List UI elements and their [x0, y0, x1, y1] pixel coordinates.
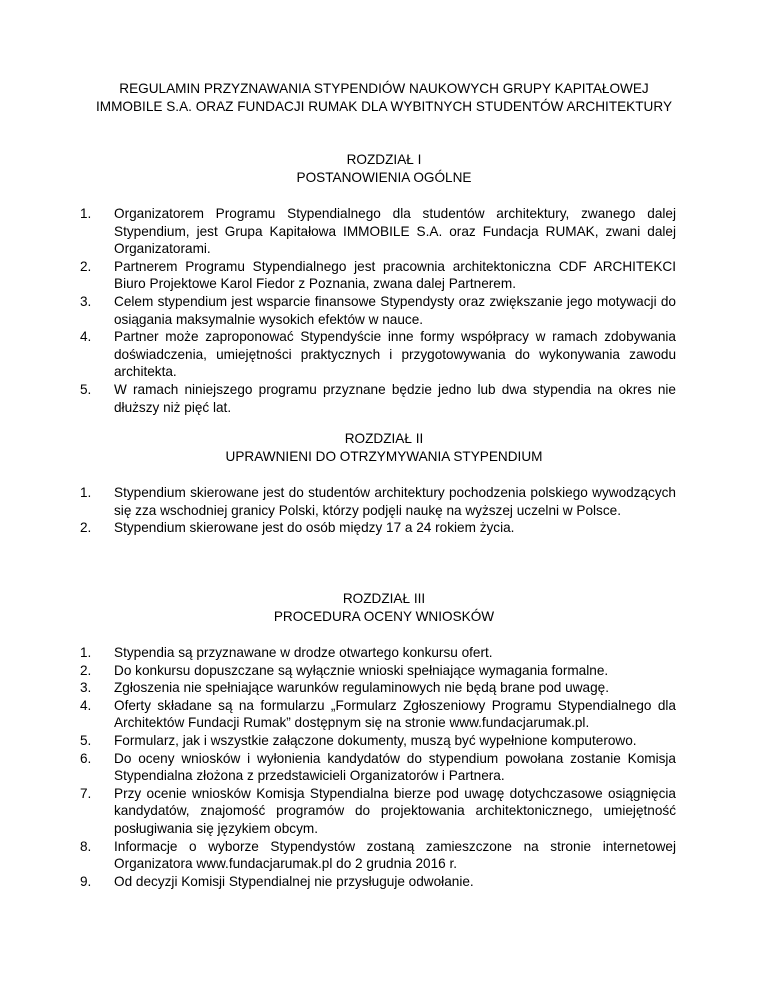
list-item: [80, 484, 676, 519]
item-text: Celem stypendium jest wsparcie finansowe Stypendysty oraz zwiększanie jego motywacji do osiągania maksymalnie wysokich efektów w nauce.: [114, 293, 676, 327]
list-item: [80, 873, 676, 891]
list-item: [80, 838, 676, 873]
item-number: 4.: [80, 329, 92, 345]
list-item: [80, 519, 676, 537]
list-item: [80, 750, 676, 785]
list-item: [80, 381, 676, 416]
item-number: 1.: [80, 485, 92, 500]
list-item: [80, 205, 676, 258]
list-item: [80, 662, 676, 680]
list-item: [80, 679, 676, 697]
item-number: 5.: [80, 381, 92, 397]
item-number: 1.: [80, 206, 92, 221]
item-number: 2.: [80, 662, 92, 678]
chapter-number: ROZDZIAŁ II: [344, 431, 424, 446]
chapter-number: ROZDZIAŁ III: [342, 591, 426, 606]
chapter-number: ROZDZIAŁ I: [346, 152, 422, 167]
item-text: Stypendium skierowane jest do osób między 17 a 24 rokiem życia.: [114, 520, 515, 536]
item-number: 8.: [80, 838, 92, 854]
item-text: Przy ocenie wniosków Komisja Stypendialna bierze pod uwagę dotychczasowe osiągnięcia kandydatów, znajomość programów do projektowania architektonicznego, umiejętność posługiwania się językiem obcym.: [114, 785, 676, 836]
item-number: 9.: [80, 873, 92, 889]
list-item: [80, 732, 676, 750]
item-number: 7.: [80, 785, 92, 801]
item-text: Zgłoszenia nie spełniające warunków regulaminowych nie będą brane pod uwagę.: [114, 680, 609, 696]
item-text: Do konkursu dopuszczane są wyłącznie wnioski spełniające wymagania formalne.: [114, 662, 609, 678]
item-text: Organizatorem Programu Stypendialnego dla studentów architektury, zwanego dalej Stypendium, jest Grupa Kapitałowa IMMOBILE S.A. oraz Fundacja RUMAK, zwani dalej Organizatorami.: [114, 206, 676, 257]
item-number: 3.: [80, 293, 92, 309]
title-line-2: IMMOBILE S.A. ORAZ FUNDACJI RUMAK DLA WYBITNYCH STUDENTÓW ARCHITEKTURY: [95, 98, 673, 114]
title-line-1: REGULAMIN PRZYZNAWANIA STYPENDIÓW NAUKOWYCH GRUPY KAPITAŁOWEJ: [119, 81, 649, 96]
list-item: [80, 293, 676, 328]
list-item: [80, 697, 676, 732]
list-item: [80, 258, 676, 293]
item-text: Partner może zaproponować Stypendyście inne formy współpracy w ramach zdobywania doświadczenia, umiejętności praktycznych i przygotowywania do wykonywania zawodu architekta.: [114, 329, 676, 380]
item-text: Oferty składane są na formularzu „Formularz Zgłoszeniowy Programu Stypendialnego dla Architektów Fundacji Rumak” dostępnym się na stronie www.fundacjarumak.pl.: [114, 697, 676, 731]
item-text: Stypendia są przyznawane w drodze otwartego konkursu ofert.: [114, 645, 493, 660]
chapter-2-list: [80, 484, 676, 537]
item-text: Od decyzji Komisji Stypendialnej nie przysługuje odwołanie.: [114, 873, 474, 889]
item-text: W ramach niniejszego programu przyznane będzie jedno lub dwa stypendia na okres nie dłuższy niż pięć lat.: [114, 381, 676, 415]
item-number: 4.: [80, 697, 92, 713]
chapter-1-heading: [60, 151, 708, 186]
chapter-title: UPRAWNIENI DO OTRZYMYWANIA STYPENDIUM: [225, 448, 543, 464]
chapter-title: POSTANOWIENIA OGÓLNE: [296, 169, 472, 185]
item-number: 6.: [80, 750, 92, 766]
list-item: [80, 785, 676, 838]
chapter-3-heading: [60, 590, 708, 625]
item-text: Informacje o wyborze Stypendystów zostaną zamieszczone na stronie internetowej Organizatora www.fundacjarumak.pl do 2 grudnia 2016 r.: [114, 838, 676, 872]
list-item: [80, 644, 676, 662]
item-number: 3.: [80, 680, 92, 696]
chapter-3-list: [80, 644, 676, 890]
list-item: [80, 328, 676, 381]
chapter-1-list: [80, 205, 676, 416]
item-number: 2.: [80, 258, 92, 274]
item-text: Partnerem Programu Stypendialnego jest pracownia architektoniczna CDF ARCHITEKCI Biuro Projektowe Karol Fiedor z Poznania, zwana dalej Partnerem.: [114, 258, 676, 292]
item-number: 5.: [80, 732, 92, 748]
item-text: Do oceny wniosków i wyłonienia kandydatów do stypendium powołana zostanie Komisja Stypendialna złożona z przedstawicieli Organizatorów i Partnera.: [114, 750, 676, 784]
document-title: [60, 80, 708, 115]
item-text: Stypendium skierowane jest do studentów architektury pochodzenia polskiego wywodzących się zza wschodniej granicy Polski, którzy podjęli naukę na wyższej uczelni w Polsce.: [114, 485, 676, 518]
chapter-title: PROCEDURA OCENY WNIOSKÓW: [273, 608, 495, 624]
item-number: 2.: [80, 520, 92, 536]
chapter-2-heading: [60, 430, 708, 465]
item-number: 1.: [80, 645, 92, 660]
item-text: Formularz, jak i wszystkie załączone dokumenty, muszą być wypełnione komputerowo.: [114, 732, 637, 748]
